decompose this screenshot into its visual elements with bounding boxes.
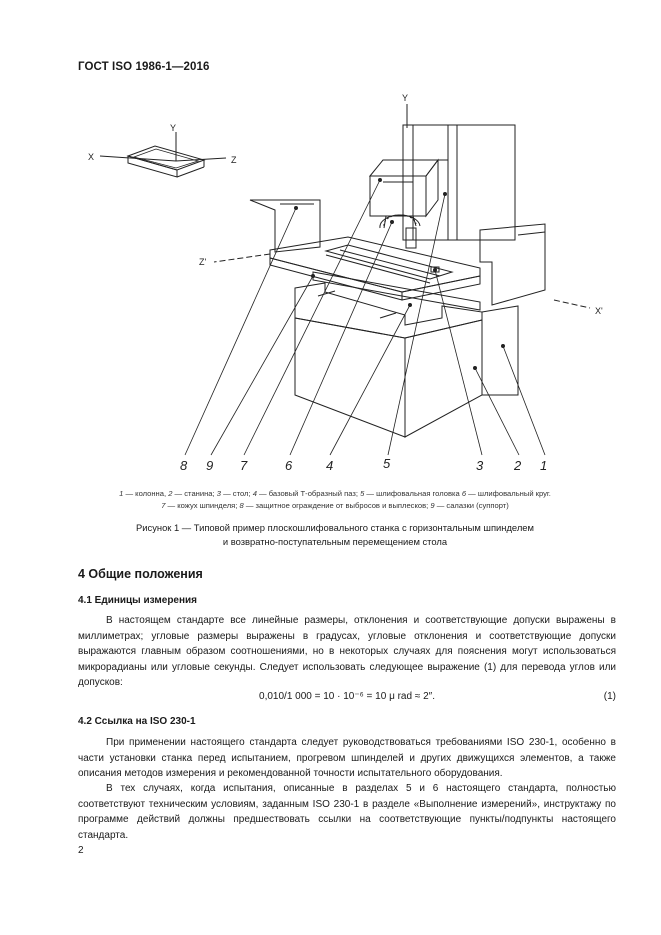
callout-numbers bbox=[180, 456, 547, 473]
axis-x-prime-label: X' bbox=[595, 306, 603, 316]
machine-bed bbox=[295, 283, 518, 437]
caption-line-1: Рисунок 1 — Типовой пример плоскошлифовального станка с горизонтальным шпинделем bbox=[136, 522, 534, 533]
callout-3: 3 bbox=[476, 458, 484, 473]
small-axis-diagram bbox=[88, 123, 237, 177]
callout-8: 8 bbox=[180, 458, 188, 473]
axis-y-label: Y bbox=[402, 93, 409, 103]
column bbox=[403, 125, 515, 240]
leader-lines bbox=[185, 178, 545, 455]
axis-y-small-label: Y bbox=[170, 123, 177, 133]
axis-z-prime-label: Z' bbox=[199, 257, 207, 267]
section-4-2-heading: 4.2 Ссылка на ISO 230-1 bbox=[78, 716, 196, 727]
formula-1: 0,010/1 000 = 10 · 10⁻⁶ = 10 μ rad ≈ 2″. bbox=[259, 691, 435, 702]
formula-row bbox=[78, 691, 616, 707]
section-4-2-paragraph-1: При применении настоящего стандарта следует руководствоваться требованиями ISO 230-1, особенно в части установки станка перед испытанием, прогревом шпинделей и других движущихся элементов, а также описания методов измерения и рекомендованной точности испытательного оборудования. bbox=[78, 737, 616, 779]
section-4-1-heading: 4.1 Единицы измерения bbox=[78, 595, 198, 606]
figure-legend bbox=[70, 488, 600, 511]
grinding-wheel bbox=[380, 215, 420, 248]
callout-2: 2 bbox=[514, 458, 522, 473]
callout-9: 9 bbox=[206, 458, 214, 473]
callout-4: 4 bbox=[326, 458, 334, 473]
table bbox=[270, 237, 480, 300]
figure-caption bbox=[70, 521, 600, 548]
callout-7: 7 bbox=[240, 458, 248, 473]
grinding-head bbox=[370, 160, 438, 216]
document-header: ГОСТ ISO 1986-1—2016 bbox=[78, 61, 210, 73]
machine-drawing bbox=[0, 80, 661, 480]
axis-z-small-label: Z bbox=[231, 155, 237, 165]
section-4-1-paragraph: В настоящем стандарте все линейные размеры, отклонения и соответствующие допуски выражены в миллиметрах; угловые размеры выражены в градусах, угловые отклонения и соответствующие допуски выражаются главным образом соотношениями, но в некоторых случаях для пояснения могут использоваться микрорадианы или угловые секунды. Следует использовать следующее выражение (1) для перевода углов или допусков: bbox=[78, 615, 616, 688]
machine-axes bbox=[199, 93, 603, 316]
callout-1: 1 bbox=[540, 458, 548, 473]
legend-line-2: 7 — кожух шпинделя; 8 — защитное ограждение от выбросов и выплесков; 9 — салазки (суппорт) bbox=[161, 500, 509, 510]
section-4-2-paragraph-2: В тех случаях, когда испытания, описанные в разделах 5 и 6 настоящего стандарта, полностью соответствуют техническим условиям, заданным ISO 230-1 в разделе «Выполнение измерений», инструктажу по программе действий должны предшествовать ссылки на соответствующие пункты/подпункты настоящего стандарта. bbox=[78, 783, 616, 841]
formula-number: (1) bbox=[603, 691, 616, 702]
section-4-heading: 4 Общие положения bbox=[78, 567, 203, 581]
callout-6: 6 bbox=[285, 458, 293, 473]
axis-x-small-label: X bbox=[88, 152, 95, 162]
caption-line-2: и возвратно-поступательным перемещением стола bbox=[222, 535, 448, 547]
page-number: 2 bbox=[78, 845, 84, 856]
callout-5: 5 bbox=[383, 456, 391, 471]
legend-line-1: 1 — колонна, 2 — станина; 3 — стол; 4 — базовый Т-образный паз; 5 — шлифовальная головка 6 — шлифовальный круг. bbox=[119, 489, 551, 498]
